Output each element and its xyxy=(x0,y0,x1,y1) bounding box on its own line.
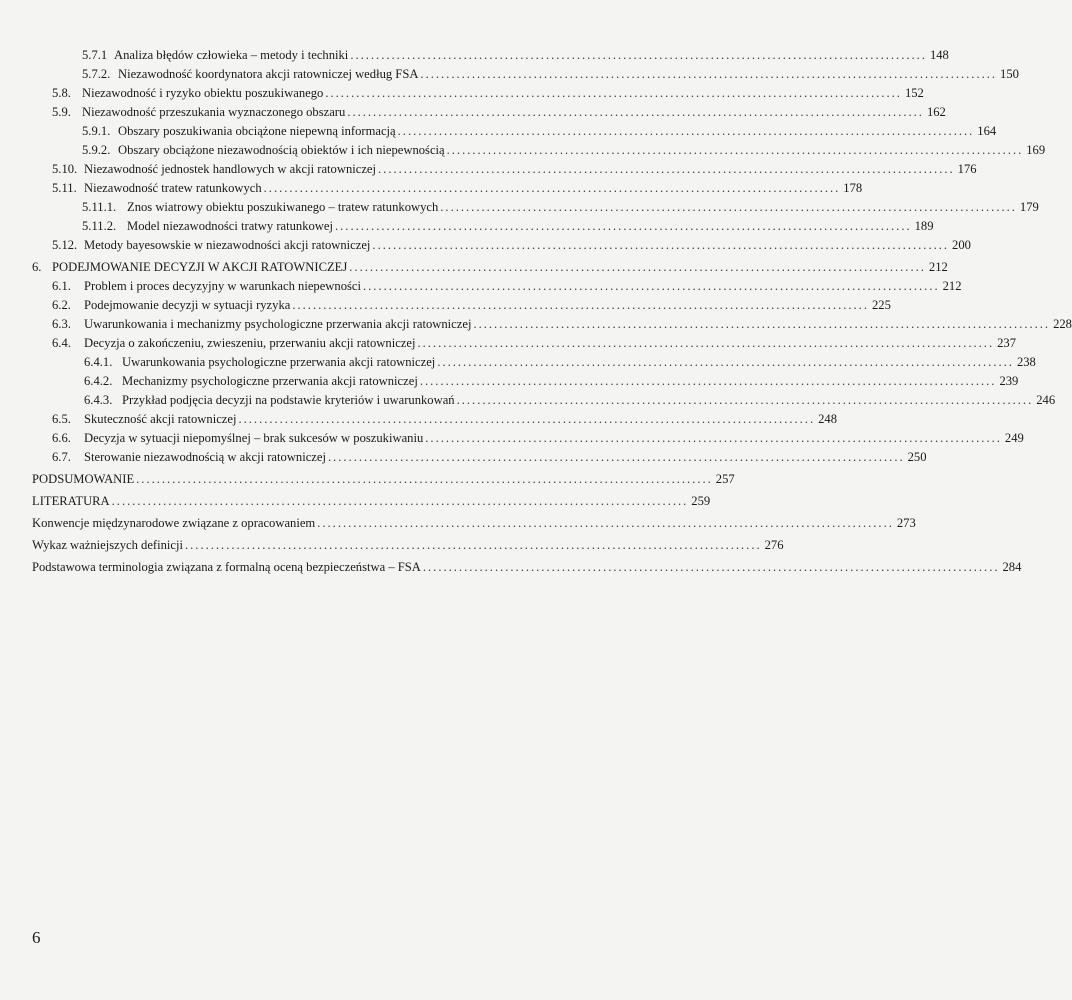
toc-entry-title: Decyzja w sytuacji niepomyślnej – brak sukcesów w poszukiwaniu xyxy=(84,431,424,445)
toc-entry xyxy=(82,47,949,64)
toc-entry-number: 5.12. xyxy=(52,238,78,252)
toc-entry-page: 273 xyxy=(896,516,916,530)
toc-entry xyxy=(52,85,924,102)
toc-entry-title: Obszary obciążone niezawodnością obiektów i ich niepewnością xyxy=(118,143,445,157)
toc-entry-number: 6.2. xyxy=(52,298,71,312)
toc-leader-dots: ................................................................................................................ xyxy=(263,181,841,195)
toc-entry xyxy=(82,66,1019,83)
toc-entry-page: 257 xyxy=(715,472,735,486)
toc-entry-number: 5.9.2. xyxy=(82,143,111,157)
toc-leader-dots: ................................................................................................................ xyxy=(136,472,713,486)
toc-section xyxy=(32,493,711,510)
toc-entry-title: Problem i proces decyzyjny w warunkach niepewności xyxy=(84,279,361,293)
toc-entry-page: 248 xyxy=(818,412,837,426)
toc-entry-page: 212 xyxy=(928,260,948,274)
toc-entry-title: Niezawodność koordynatora akcji ratowniczej według FSA xyxy=(118,67,419,81)
toc-entry-number: 6.3. xyxy=(52,317,71,331)
toc-leader-dots: ................................................................................................................ xyxy=(372,238,950,252)
toc-entry-page: 225 xyxy=(871,298,891,312)
toc-entry-title: Uwarunkowania psychologiczne przerwania akcji ratowniczej xyxy=(122,355,436,369)
toc-entry xyxy=(52,278,962,295)
toc-entry xyxy=(52,297,891,314)
toc-leader-dots: ................................................................................................................ xyxy=(417,336,995,350)
toc-entry-title: Niezawodność i ryzyko obiektu poszukiwanego xyxy=(82,86,324,100)
toc-entry-title: Niezawodność przeszukania wyznaczonego obszaru xyxy=(82,105,346,119)
toc-entry-page: 237 xyxy=(997,336,1016,350)
toc-entry-page: 152 xyxy=(904,86,924,100)
toc-leader-dots: ................................................................................................................ xyxy=(347,105,924,119)
toc-entry-number: 6.7. xyxy=(52,450,71,464)
toc-entry-page: 148 xyxy=(929,48,949,62)
toc-entry-page: 150 xyxy=(1000,67,1019,81)
toc-entry-title: Konwencje międzynarodowe związane z opracowaniem xyxy=(32,516,316,530)
toc-entry xyxy=(82,123,997,140)
toc-entry-title: Znos wiatrowy obiektu poszukiwanego – tratew ratunkowych xyxy=(127,200,439,214)
toc-entry xyxy=(52,316,1072,333)
toc-entry xyxy=(52,180,863,197)
toc-entry xyxy=(52,411,837,428)
toc-entry-number: 5.7.2. xyxy=(82,67,111,81)
toc-entry-number: 6. xyxy=(32,260,42,274)
toc-section xyxy=(32,471,735,488)
toc-entry xyxy=(84,373,1019,390)
toc-entry-page: 239 xyxy=(999,374,1019,388)
toc-leader-dots: ................................................................................................................ xyxy=(362,279,940,293)
toc-entry xyxy=(52,104,946,121)
toc-leader-dots: ................................................................................................................ xyxy=(397,124,975,138)
toc-entry xyxy=(52,430,1024,447)
toc-leader-dots: ................................................................................................................ xyxy=(292,298,869,312)
toc-section xyxy=(32,515,916,532)
toc-leader-dots: ................................................................................................................ xyxy=(325,86,902,100)
toc-entry xyxy=(82,199,1039,216)
toc-entry-number: 5.9. xyxy=(52,105,71,119)
toc-entry-page: 178 xyxy=(843,181,863,195)
toc-leader-dots: ................................................................................................................ xyxy=(422,560,1000,574)
toc-entry-number: 6.6. xyxy=(52,431,71,445)
toc-leader-dots: ................................................................................................................ xyxy=(378,162,955,176)
toc-entry-page: 284 xyxy=(1002,560,1022,574)
toc-entry-title: Uwarunkowania i mechanizmy psychologiczne przerwania akcji ratowniczej xyxy=(84,317,472,331)
toc-entry-title: Podejmowanie decyzji w sytuacji ryzyka xyxy=(84,298,291,312)
toc-leader-dots: ................................................................................................................ xyxy=(473,317,1051,331)
toc-entry-title: Sterowanie niezawodnością w akcji ratowniczej xyxy=(84,450,326,464)
toc-entry-page: 162 xyxy=(926,105,946,119)
toc-leader-dots: ................................................................................................................ xyxy=(456,393,1034,407)
toc-entry-number: 5.11.2. xyxy=(82,219,117,233)
toc-entry-page: 212 xyxy=(942,279,962,293)
toc-entry-number: 6.5. xyxy=(52,412,71,426)
toc-entry xyxy=(52,161,977,178)
toc-entry-number: 5.10. xyxy=(52,162,78,176)
toc-entry-page: 176 xyxy=(957,162,977,176)
toc-leader-dots: ................................................................................................................ xyxy=(440,200,1017,214)
toc-leader-dots: ................................................................................................................ xyxy=(420,67,998,81)
toc-entry xyxy=(84,354,1036,371)
toc-leader-dots: ................................................................................................................ xyxy=(327,450,905,464)
toc-leader-dots: ................................................................................................................ xyxy=(446,143,1024,157)
toc-entry-title: Metody bayesowskie w niezawodności akcji ratowniczej xyxy=(84,238,371,252)
toc-entry-title: PODEJMOWANIE DECYZJI W AKCJI RATOWNICZEJ xyxy=(52,260,348,274)
toc-entry xyxy=(82,218,934,235)
toc-entry-number: 5.7.1 xyxy=(82,48,108,62)
toc-leader-dots: ................................................................................................................ xyxy=(350,48,927,62)
toc-entry-page: 228 xyxy=(1053,317,1072,331)
toc-entry-number: 6.1. xyxy=(52,279,71,293)
toc-entry-page: 249 xyxy=(1004,431,1024,445)
toc-entry-page: 169 xyxy=(1026,143,1046,157)
toc-entry xyxy=(84,392,1056,409)
toc-section xyxy=(32,559,1022,576)
toc-entry-title: Skuteczność akcji ratowniczej xyxy=(84,412,237,426)
toc-entry-title: Model niezawodności tratwy ratunkowej xyxy=(127,219,333,233)
toc-entry xyxy=(52,449,927,466)
toc-leader-dots: ................................................................................................................ xyxy=(111,494,689,508)
toc-leader-dots: ................................................................................................................ xyxy=(437,355,1014,369)
toc-entry-title: Mechanizmy psychologiczne przerwania akcji ratowniczej xyxy=(122,374,418,388)
toc-entry-number: 5.8. xyxy=(52,86,71,100)
toc-leader-dots: ................................................................................................................ xyxy=(425,431,1002,445)
toc-entry-number: 6.4.3. xyxy=(84,393,113,407)
toc-leader-dots: ................................................................................................................ xyxy=(419,374,997,388)
toc-entry-title: Decyzja o zakończeniu, zwieszeniu, przerwaniu akcji ratowniczej xyxy=(84,336,416,350)
toc-entry-page: 259 xyxy=(691,494,711,508)
toc-entry-title: Wykaz ważniejszych definicji xyxy=(32,538,183,552)
page-number: 6 xyxy=(32,928,41,947)
toc-entry-number: 5.9.1. xyxy=(82,124,111,138)
toc-entry-title: PODSUMOWANIE xyxy=(32,472,135,486)
toc-leader-dots: ................................................................................................................ xyxy=(185,538,762,552)
toc-entry-page: 179 xyxy=(1019,200,1039,214)
toc-entry-number: 6.4.1. xyxy=(84,355,113,369)
toc-entry xyxy=(52,335,1016,352)
toc-entry-title: Przykład podjęcia decyzji na podstawie kryteriów i uwarunkowań xyxy=(122,393,455,407)
toc-entry-number: 5.11. xyxy=(52,181,77,195)
toc-entry-number: 6.4. xyxy=(52,336,71,350)
toc-entry-title: Obszary poszukiwania obciążone niepewną informacją xyxy=(118,124,396,138)
toc-entry xyxy=(52,237,971,254)
toc-entry-number: 6.4.2. xyxy=(84,374,113,388)
toc-entry-page: 276 xyxy=(764,538,784,552)
toc-entry-page: 246 xyxy=(1036,393,1056,407)
toc-entry-title: Analiza błędów człowieka – metody i techniki xyxy=(114,48,349,62)
toc-entry-title: Podstawowa terminologia związana z formalną oceną bezpieczeństwa – FSA xyxy=(32,560,421,574)
toc-entry xyxy=(82,142,1046,159)
toc-entry-page: 238 xyxy=(1016,355,1036,369)
toc-entry-page: 189 xyxy=(914,219,934,233)
toc-entry-page: 250 xyxy=(907,450,927,464)
toc-leader-dots: ................................................................................................................ xyxy=(317,516,894,530)
toc-entry-number: 5.11.1. xyxy=(82,200,117,214)
toc-leader-dots: ................................................................................................................ xyxy=(238,412,816,426)
toc-entry-title: Niezawodność jednostek handlowych w akcji ratowniczej xyxy=(84,162,377,176)
toc-section xyxy=(32,537,784,554)
toc-leader-dots: ................................................................................................................ xyxy=(349,260,926,274)
toc-entry-page: 200 xyxy=(952,238,971,252)
toc-chapter xyxy=(32,259,948,276)
toc-entry-title: Niezawodność tratew ratunkowych xyxy=(84,181,262,195)
toc-leader-dots: ................................................................................................................ xyxy=(335,219,912,233)
toc-entry-title: LITERATURA xyxy=(32,494,110,508)
toc-entry-page: 164 xyxy=(977,124,997,138)
